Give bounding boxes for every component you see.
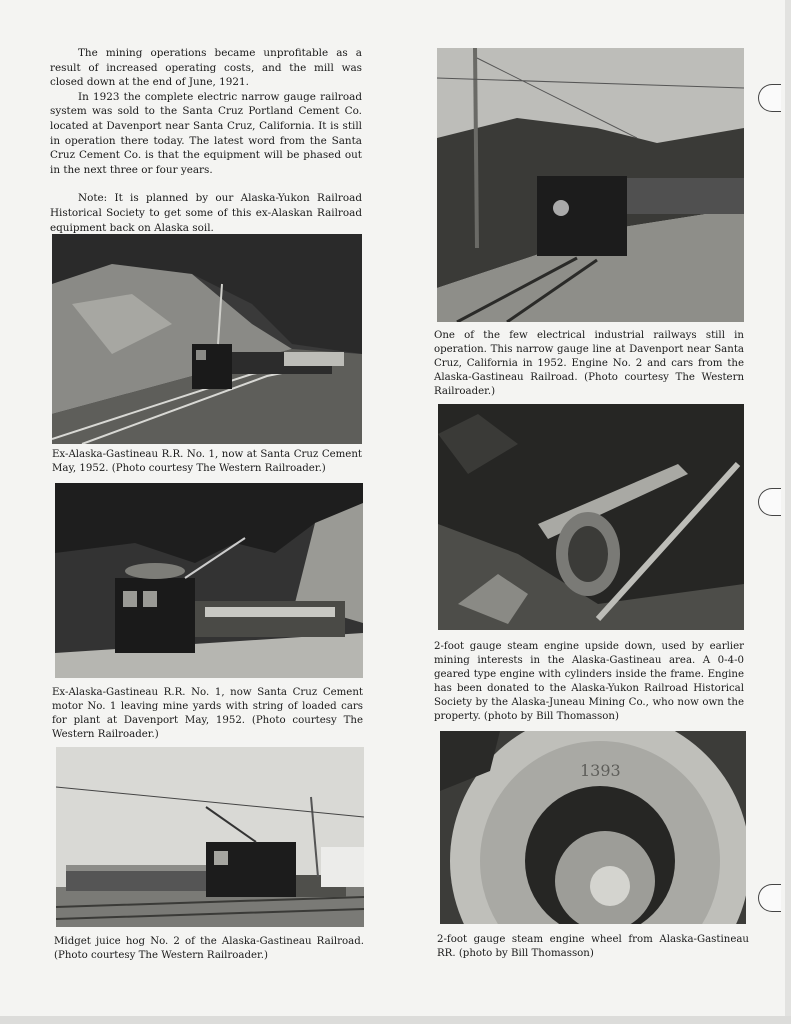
punch-hole [758,488,781,516]
caption-photo-3: Midget juice hog No. 2 of the Alaska-Gastineau Railroad. (Photo courtesy The Western Railroader.) [54,936,364,961]
photo-upside-down-engine [438,404,744,630]
caption-photo-4: One of the few electrical industrial railways still in operation. This narrow gauge line at Davenport near Santa Cruz, California in 1952. Engine No. 2 and cars from the Alaska-Gastineau Railroad. (Photo courtesy The Western Railroader.) [434,330,744,397]
photo-engine-no2 [437,48,744,322]
note-paragraph: Note: It is planned by our Alaska-Yukon Railroad Historical Society to get some of this ex-Alaskan Railroad equipment back on Alaska soil. [50,192,362,234]
photo-juice-hog [56,747,364,927]
page-edge-bottom [0,1016,791,1024]
intro-paragraph: The mining operations became unprofitable as a result of increased operating costs, and the mill was closed down at the end of June, 1921. [50,47,362,89]
punch-hole [758,884,781,912]
punch-hole [758,84,781,112]
caption-photo-2: Ex-Alaska-Gastineau R.R. No. 1, now Santa Cruz Cement motor No. 1 leaving mine yards with string of loaded cars for plant at Davenport May, 1952. (Photo courtesy The Western Railroader.) [52,687,363,740]
caption-photo-6: 2-foot gauge steam engine wheel from Alaska-Gastineau RR. (photo by Bill Thomasson) [437,934,749,959]
intro-text [50,46,362,235]
photo-engine-wheel [440,731,746,924]
intro-paragraph: In 1923 the complete electric narrow gauge railroad system was sold to the Santa Cruz Portland Cement Co. located at Davenport near Santa Cruz, California. It is still in operation there today. The latest word from the Santa Cruz Cement Co. is that the equipment will be phased out in the next three or four years. [50,90,362,176]
caption-photo-1: Ex-Alaska-Gastineau R.R. No. 1, now at Santa Cruz Cement May, 1952. (Photo courtesy The Western Railroader.) [52,449,362,474]
photo-train-hillside [52,234,362,444]
photo-motor-loaded-cars [55,483,363,678]
wheel-casting-number: 1393 [580,761,621,780]
caption-photo-5: 2-foot gauge steam engine upside down, used by earlier mining interests in the Alaska-Gastineau area. A 0-4-0 geared type engine with cylinders inside the frame. Engine has been donated to the Alaska-Yukon Railroad Historical Society by the Alaska-Juneau Mining Co., who now own the property. (photo by Bill Thomasson) [434,641,744,722]
page-edge [785,0,791,1024]
